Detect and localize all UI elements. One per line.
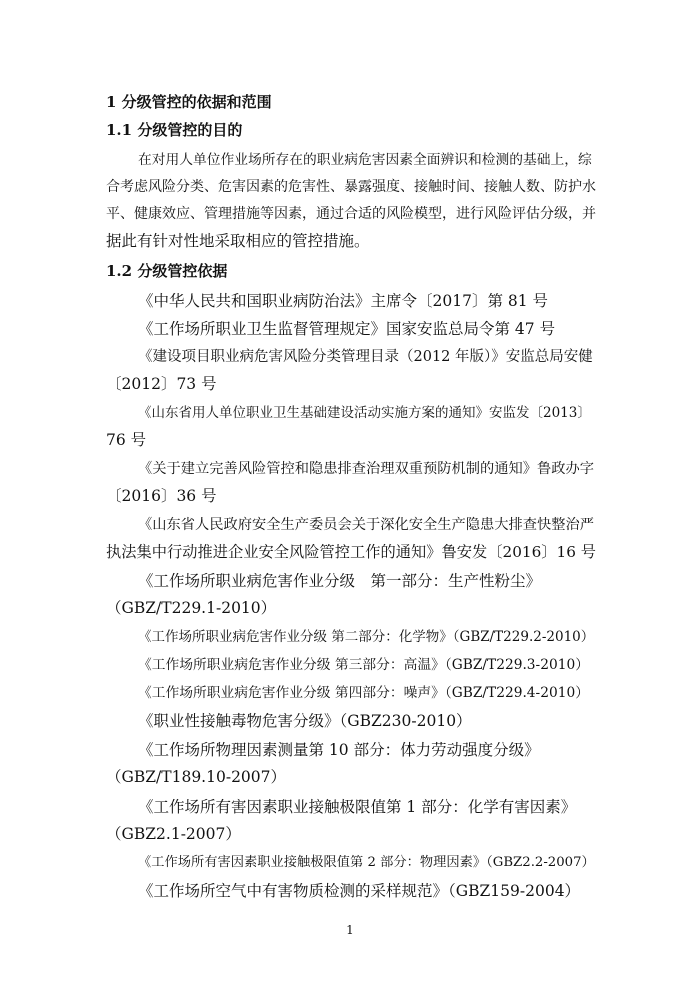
reference-line-continuation: （GBZ/T229.1-2010） <box>106 599 277 617</box>
reference-line: 《工作场所有害因素职业接触极限值第 2 部分：物理因素》（GBZ2.2-2007） <box>138 855 595 870</box>
reference-line-continuation: 〔2012〕73 号 <box>106 375 217 393</box>
paragraph-line: 平、健康效应、管理措施等因素，通过合适的风险模型，进行风险评估分级，并 <box>106 206 596 222</box>
reference-line: 《工作场所职业病危害作业分级 第三部分：高温》（GBZ/T229.3-2010） <box>138 657 589 673</box>
reference-line-continuation: （GBZ/T189.10-2007） <box>106 768 287 786</box>
paragraph-line: 在对用人单位作业场所存在的职业病危害因素全面辨识和检测的基础上，综 <box>138 152 592 168</box>
page-number: 1 <box>346 923 354 937</box>
reference-line-continuation: 76 号 <box>106 431 147 449</box>
reference-line: 《山东省人民政府安全生产委员会关于深化安全生产隐患大排查快整治严 <box>138 517 595 533</box>
section-heading-1-1: 1.1 分级管控的目的 <box>106 121 243 139</box>
reference-line: 《工作场所职业病危害作业分级 第二部分：化学物》（GBZ/T229.2-2010） <box>138 629 595 645</box>
reference-line: 《工作场所空气中有害物质检测的采样规范》（GBZ159-2004） <box>138 882 581 900</box>
reference-line: 《工作场所职业病危害作业分级 第四部分：噪声》（GBZ/T229.4-2010） <box>138 685 589 701</box>
reference-line: 《工作场所职业病危害作业分级 第一部分：生产性粉尘》 <box>138 572 542 590</box>
section-heading-1: 1 分级管控的依据和范围 <box>106 93 272 111</box>
reference-line: 《建设项目职业病危害风险分类管理目录（2012 年版）》安监总局安健 <box>138 349 593 365</box>
reference-line-continuation: （GBZ2.1-2007） <box>106 825 241 843</box>
section-heading-1-2: 1.2 分级管控依据 <box>106 262 228 280</box>
paragraph-line: 合考虑风险分类、危害因素的危害性、暴露强度、接触时间、接触人数、防护水 <box>106 179 596 195</box>
reference-line-continuation: 执法集中行动推进企业安全风险管控工作的通知》鲁安发〔2016〕16 号 <box>106 543 597 561</box>
reference-line: 《山东省用人单位职业卫生基础建设活动实施方案的通知》安监发〔2013〕 <box>138 405 591 421</box>
reference-line: 《工作场所职业卫生监督管理规定》国家安监总局令第 47 号 <box>138 320 556 338</box>
reference-line: 《工作场所物理因素测量第 10 部分：体力劳动强度分级》 <box>138 741 540 759</box>
reference-line: 《中华人民共和国职业病防治法》主席令〔2017〕第 81 号 <box>138 292 549 310</box>
paragraph-line: 据此有针对性地采取相应的管控措施。 <box>106 232 370 250</box>
reference-line: 《关于建立完善风险管控和隐患排查治理双重预防机制的通知》鲁政办字 <box>138 461 595 477</box>
reference-line-continuation: 〔2016〕36 号 <box>106 487 217 505</box>
reference-line: 《职业性接触毒物危害分级》（GBZ230-2010） <box>138 712 472 730</box>
reference-line: 《工作场所有害因素职业接触极限值第 1 部分：化学有害因素》 <box>138 798 577 816</box>
